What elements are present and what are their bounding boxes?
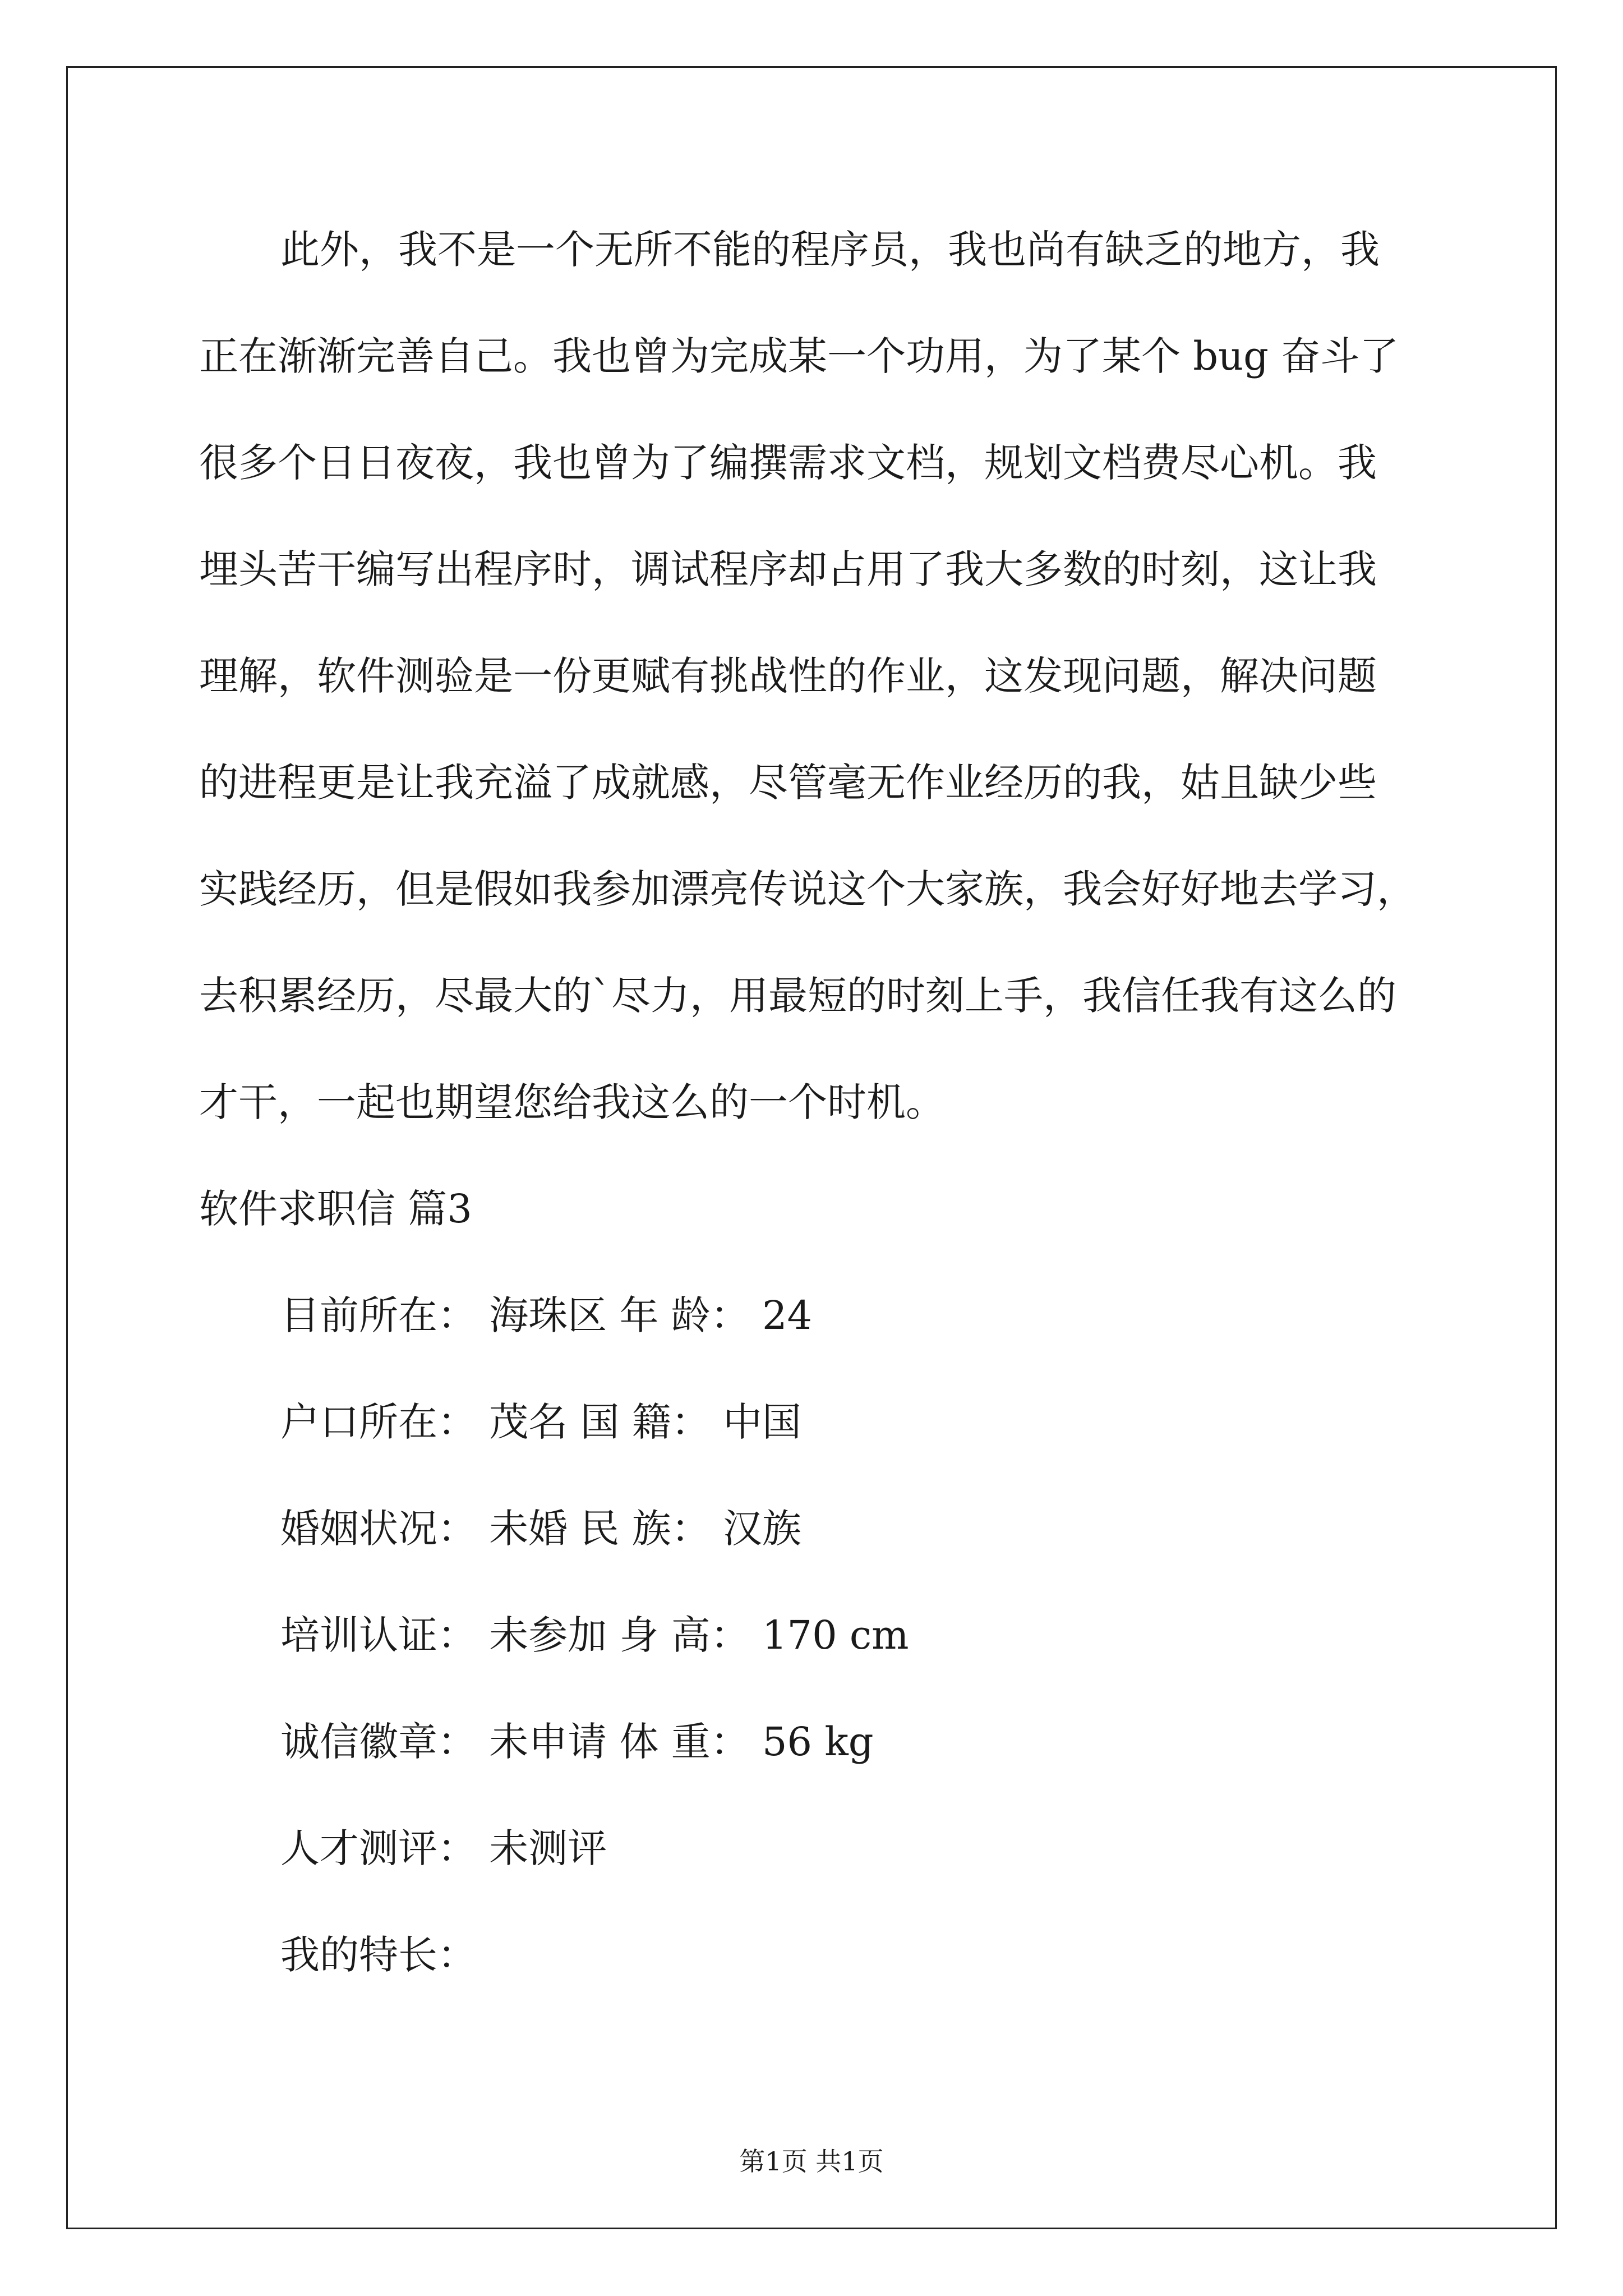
paragraph-line-2: 正在渐渐完善自己。我也曾为完成某一个功用，为了某个 bug 奋斗了 [199,333,1399,379]
page-footer: 第1页 共1页 [739,2146,884,2177]
paragraph-line-9: 才干，一起也期望您给我这么的一个时机。 [199,1079,945,1125]
info-line-specialty: 我的特长： [280,1932,477,1978]
info-line-location: 目前所在： 海珠区 年 龄： 24 [280,1292,813,1338]
page-border [66,66,1557,2229]
paragraph-line-3: 很多个日日夜夜，我也曾为了编撰需求文档，规划文档费尽心机。我 [199,440,1377,486]
paragraph-line-4: 埋头苦干编写出程序时，调试程序却占用了我大多数的时刻，这让我 [199,546,1377,592]
info-line-hukou: 户口所在： 茂名 国 籍： 中国 [280,1399,802,1445]
paragraph-line-5: 理解，软件测验是一份更赋有挑战性的作业，这发现问题，解决问题 [199,653,1377,699]
info-line-assessment: 人才测评： 未测评 [280,1825,607,1871]
info-line-marital: 婚姻状况： 未婚 民 族： 汉族 [280,1506,802,1552]
paragraph-line-1: 此外，我不是一个无所不能的程序员，我也尚有缺乏的地方，我 [280,227,1380,273]
paragraph-line-8: 去积累经历，尽最大的`尽力，用最短的时刻上手，我信任我有这么的 [199,973,1396,1019]
info-line-badge: 诚信徽章： 未申请 体 重： 56 kg [280,1719,874,1765]
section-heading: 软件求职信 篇3 [199,1186,472,1232]
paragraph-line-6: 的进程更是让我充溢了成就感，尽管毫无作业经历的我，姑且缺少些 [199,760,1377,806]
paragraph-line-7: 实践经历，但是假如我参加漂亮传说这个大家族，我会好好地去学习， [199,866,1416,912]
info-line-training: 培训认证： 未参加 身 高： 170 cm [280,1612,909,1658]
